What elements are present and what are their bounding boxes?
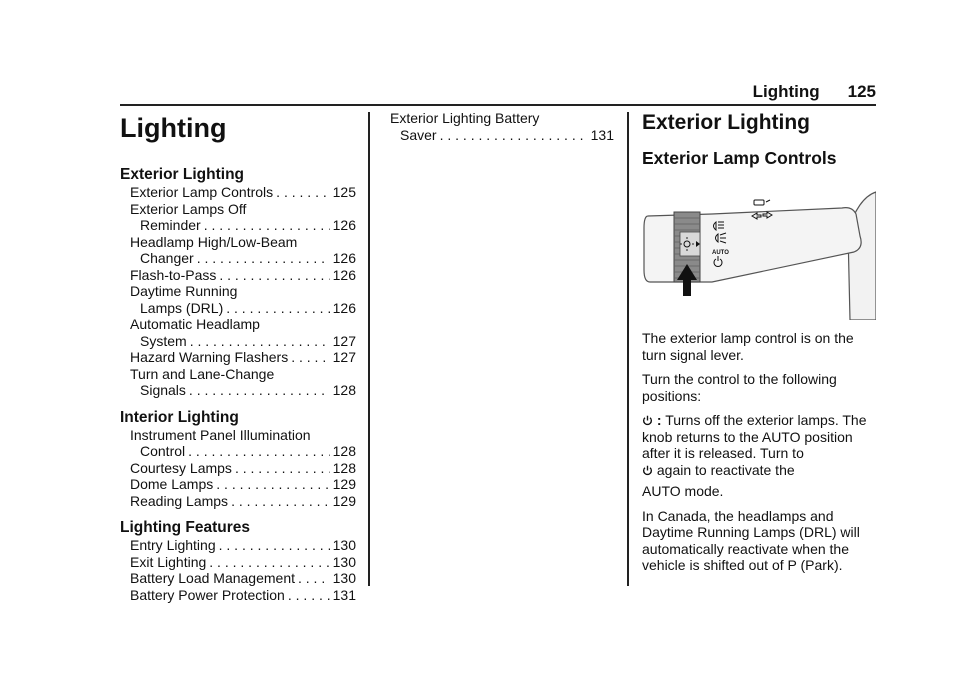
toc-page-number: 127 [332, 332, 356, 349]
toc-leader-dots [209, 554, 329, 571]
toc-entry-label: Battery Power Protection [130, 586, 285, 603]
auto-label: AUTO [712, 250, 729, 256]
toc-entry-label: System [140, 332, 187, 349]
toc-leader-dots [291, 349, 329, 366]
toc-leader-dots [189, 382, 330, 399]
toc-leader-dots [288, 587, 330, 604]
toc-column [120, 112, 356, 603]
toc-entry-label: Automatic Headlamp [130, 316, 260, 332]
subsection-title: Exterior Lamp Controls [642, 148, 837, 168]
toc-section-heading: Lighting Features [120, 519, 251, 536]
header-rule [120, 104, 876, 106]
toc-list [120, 184, 356, 399]
toc-entry-label: Exit Lighting [130, 553, 207, 570]
paragraph-lever-location: The exterior lamp control is on the turn signal lever. [642, 330, 854, 363]
toc-list [120, 427, 356, 510]
toc-entry[interactable] [120, 283, 356, 316]
toc-leader-dots [216, 476, 329, 493]
toc-entry[interactable] [120, 460, 356, 477]
toc-leader-dots [219, 537, 330, 554]
toc-entry-label: Exterior Lighting Battery [390, 110, 540, 126]
toc-entry[interactable] [120, 349, 356, 366]
off-item-colon: : [656, 412, 662, 428]
header-page-number: 125 [847, 82, 876, 101]
toc-entry[interactable] [120, 316, 356, 349]
toc-page-number: 128 [332, 443, 356, 459]
toc-section [120, 184, 356, 399]
running-header [120, 82, 876, 102]
toc-entry-label: Hazard Warning Flashers [130, 349, 289, 365]
chapter-title: Lighting [120, 113, 227, 143]
toc-page-number: 126 [332, 250, 356, 266]
toc-page-number: 127 [332, 349, 356, 365]
toc-entry[interactable] [120, 366, 356, 399]
toc-list [120, 537, 356, 603]
toc-entry-label: Courtesy Lamps [130, 459, 232, 476]
toc-leader-dots [226, 300, 329, 317]
toc-entry-label: Control [140, 443, 186, 459]
toc-entry-label: Battery Load Management [130, 570, 295, 586]
toc-entry-label: Signals [140, 382, 186, 398]
toc-section [120, 427, 356, 510]
column-divider-left [368, 112, 370, 586]
toc-entry[interactable] [120, 476, 356, 493]
toc-entry-label: Exterior Lamp Controls [130, 184, 274, 200]
toc-page-number: 129 [332, 492, 356, 509]
toc-entry[interactable] [120, 184, 356, 201]
toc-page-number: 126 [332, 217, 356, 233]
section-title: Exterior Lighting [642, 111, 810, 134]
toc-entry-label: Turn and Lane-Change [130, 365, 275, 382]
off-power-icon-inline [642, 465, 653, 476]
column-divider-right [627, 112, 629, 586]
toc-entry[interactable] [120, 570, 356, 587]
turn-signal-lever-figure [642, 188, 876, 320]
toc-list [390, 110, 614, 143]
toc-entry-label: Saver [400, 126, 437, 143]
toc-page-number: 130 [332, 553, 356, 570]
toc-entry[interactable] [120, 537, 356, 554]
header-section: Lighting [752, 82, 820, 101]
paragraph-positions: Turn the control to the following positions: [642, 371, 837, 404]
off-item-text: Turns off the exterior lamps. The knob returns to the AUTO position after it is released. Turn to [642, 412, 867, 461]
paragraph-canada: In Canada, the headlamps and Daytime Running Lamps (DRL) will automatically reactivate when the vehicle is shifted out of P (Park). [642, 507, 860, 573]
toc-entry[interactable] [390, 110, 614, 143]
toc-entry-label: Instrument Panel Illumination [130, 426, 311, 443]
toc-page-number: 126 [332, 299, 356, 316]
toc-entry-label: Dome Lamps [130, 476, 214, 492]
toc-section [120, 537, 356, 603]
off-power-icon [642, 415, 653, 426]
toc-entry[interactable] [120, 267, 356, 284]
toc-sections [120, 166, 356, 603]
toc-entry-label: Reading Lamps [130, 492, 229, 509]
toc-page-number: 125 [332, 184, 356, 200]
toc-page-number: 131 [590, 126, 614, 143]
toc-leader-dots [440, 127, 588, 144]
toc-leader-dots [204, 217, 330, 234]
content-column [642, 110, 876, 574]
toc-page-number: 131 [332, 586, 356, 603]
toc-entry[interactable] [120, 234, 356, 267]
off-item-text-3: AUTO mode. [642, 483, 724, 499]
toc-entry[interactable] [120, 554, 356, 571]
toc-entry[interactable] [120, 201, 356, 234]
toc-entry-label: Entry Lighting [130, 537, 216, 553]
toc-leader-dots [231, 493, 330, 510]
toc-entry-label: Daytime Running [130, 283, 238, 299]
toc-leader-dots [197, 250, 330, 267]
toc-page-number: 130 [332, 537, 356, 553]
toc-page-number: 128 [332, 382, 356, 398]
toc-continuation [390, 110, 614, 143]
toc-section-heading: Interior Lighting [120, 408, 239, 426]
toc-leader-dots [235, 460, 330, 477]
toc-entry-label: Headlamp High/Low-Beam [130, 233, 298, 250]
toc-entry[interactable] [120, 427, 356, 460]
toc-entry[interactable] [120, 493, 356, 510]
toc-page-number: 130 [332, 570, 356, 586]
toc-leader-dots [276, 184, 329, 201]
toc-entry-label: Flash-to-Pass [130, 266, 217, 283]
toc-page-number: 129 [332, 476, 356, 492]
off-item-text-2: again to reactivate the [656, 461, 795, 478]
toc-leader-dots [298, 570, 330, 587]
toc-continued-entries [390, 110, 614, 143]
toc-entry-label: Reminder [140, 217, 201, 233]
toc-leader-dots [190, 333, 330, 350]
off-position-description [642, 412, 876, 478]
toc-entry-label: Lamps (DRL) [140, 299, 224, 316]
toc-entry-label: Exterior Lamps Off [130, 200, 247, 217]
toc-section-heading: Exterior Lighting [120, 166, 244, 183]
toc-entry-label: Changer [140, 250, 194, 266]
toc-entry[interactable] [120, 587, 356, 604]
toc-leader-dots [188, 443, 330, 460]
toc-page-number: 128 [332, 459, 356, 476]
toc-page-number: 126 [332, 266, 356, 283]
toc-leader-dots [219, 267, 329, 284]
